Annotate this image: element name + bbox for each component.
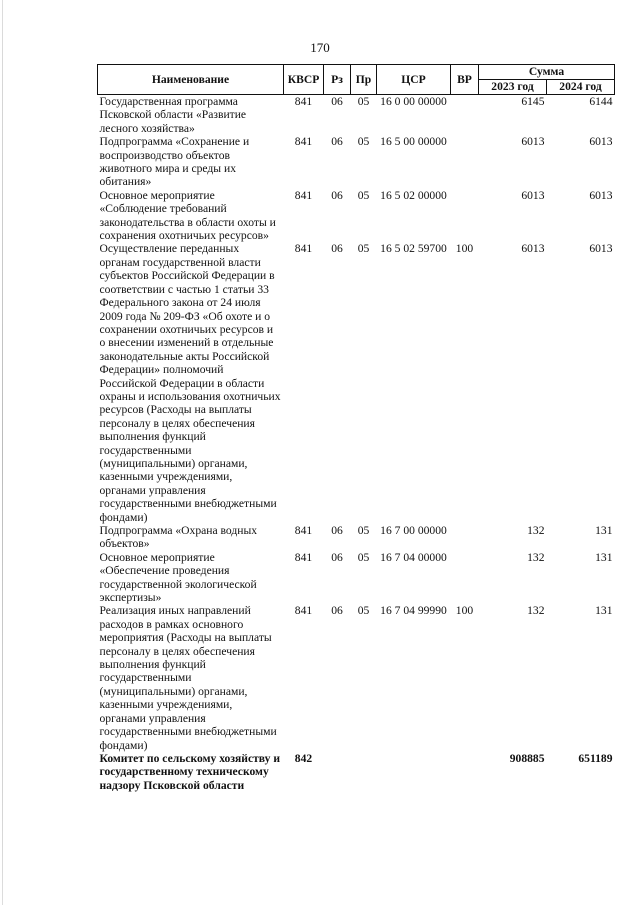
cell-kvsr: 842 [294, 751, 313, 765]
cell-pr: 05 [357, 604, 370, 618]
cell-name: Основное мероприятие «Обеспечение проведения государственной экологической экспертизы» [99, 550, 257, 605]
cell-sum-2023: 132 [527, 550, 545, 564]
cell-vr [451, 189, 479, 243]
cell-vr [451, 551, 479, 605]
header-pr: Пр [351, 65, 377, 95]
cell-rz: 06 [331, 242, 343, 256]
table-row [98, 524, 615, 551]
header-year-2024: 2024 год [547, 80, 615, 95]
cell-name: Подпрограмма «Сохранение и воспроизводство объектов животного мира и среды их обитания» [99, 135, 250, 189]
cell-kvsr: 841 [294, 135, 313, 149]
header-year-2023: 2023 год [479, 80, 547, 95]
cell-pr: 05 [357, 550, 370, 564]
budget-table [97, 64, 615, 792]
cell-sum-2023: 132 [527, 524, 545, 537]
header-vr: ВР [451, 65, 479, 95]
header-sum: Сумма [479, 65, 615, 80]
cell-pr: 05 [357, 188, 370, 202]
cell-sum-2023: 6145 [521, 95, 545, 108]
cell-sum-2023: 908885 [509, 751, 545, 765]
cell-sum-2023: 6013 [521, 188, 545, 202]
cell-rz: 06 [331, 135, 343, 149]
cell-name: Подпрограмма «Охрана водных объектов» [99, 524, 258, 551]
page-number: 170 [310, 40, 330, 55]
cell-name: Осуществление переданных органам государственной власти субъектов Российской Федерации в соответствии с частью 1 статьи 33 Федерального закона от 24 июля 2009 года № 209-ФЗ «Об охоте и о сохранении охотничьих ресурсов и о внесении изменений в отдельные законодательные акты Российской Федерации» полномочий Российской Федерации в области охраны и использования охотничьих ресурсов (Расходы на выплаты персоналу в целях обеспечения выполнения функций государственными (муниципальными) органами, казенными учреждениями, органами управления государственными внебюджетными фондами) [99, 242, 281, 524]
header-name: Наименование [98, 65, 284, 95]
cell-sum-2024: 6013 [589, 135, 613, 149]
cell-vr [451, 752, 479, 792]
cell-pr: 05 [357, 524, 370, 537]
cell-sum-2024: 6144 [589, 95, 613, 108]
cell-pr [351, 752, 377, 792]
cell-name: Реализация иных направлений расходов в рамках основного мероприятия (Расходы на выплаты персоналу в целях обеспечения выполнения функций государственными (муниципальными) органами, казенными учреждениями, органами управления государственными внебюджетными фондами) [99, 604, 277, 752]
cell-sum-2023: 6013 [521, 135, 545, 149]
cell-vr: 100 [455, 604, 474, 618]
cell-name: Государственная программа Псковской области «Развитие лесного хозяйства» [99, 95, 247, 135]
cell-kvsr: 841 [294, 524, 313, 537]
cell-pr: 05 [357, 95, 370, 108]
cell-kvsr: 841 [294, 550, 313, 564]
cell-vr [451, 95, 479, 136]
cell-name: Основное мероприятие «Соблюдение требований законодательства в области охоты и сохранения охотничьих ресурсов» [99, 188, 276, 243]
cell-rz [324, 752, 351, 792]
table-row [98, 95, 615, 136]
cell-vr: 100 [455, 242, 474, 256]
cell-kvsr: 841 [294, 242, 313, 256]
cell-csr: 16 7 04 99990 [380, 604, 447, 618]
header-kvsr: КВСР [284, 65, 324, 95]
cell-rz: 06 [331, 188, 343, 202]
cell-kvsr: 841 [294, 95, 313, 108]
table-row [98, 242, 615, 524]
cell-rz: 06 [331, 604, 343, 618]
cell-csr [377, 752, 451, 792]
cell-sum-2023: 6013 [521, 242, 545, 256]
cell-sum-2024: 6013 [589, 188, 613, 202]
cell-csr: 16 5 02 00000 [380, 188, 447, 202]
cell-name: Комитет по сельскому хозяйству и государственному техническому надзору Псковской области [99, 751, 281, 792]
table-row [98, 189, 615, 243]
cell-sum-2024: 131 [595, 550, 613, 564]
scan-edge [2, 0, 3, 905]
cell-csr: 16 7 04 00000 [380, 550, 447, 564]
table-body [98, 95, 615, 793]
cell-vr [451, 524, 479, 551]
cell-kvsr: 841 [294, 604, 313, 618]
cell-csr: 16 5 02 59700 [380, 242, 447, 256]
cell-sum-2024: 651189 [578, 751, 613, 765]
cell-rz: 06 [331, 95, 343, 108]
table-row [98, 604, 615, 751]
cell-csr: 16 5 00 00000 [380, 135, 447, 149]
cell-sum-2024: 131 [595, 524, 613, 537]
table-row [98, 135, 615, 189]
cell-csr: 16 0 00 00000 [380, 95, 447, 108]
cell-kvsr: 841 [294, 188, 313, 202]
cell-pr: 05 [357, 135, 370, 149]
table-row [98, 752, 615, 792]
header-csr: ЦСР [377, 65, 451, 95]
cell-sum-2023: 132 [527, 604, 545, 618]
cell-vr [451, 135, 479, 189]
cell-sum-2024: 6013 [589, 242, 613, 256]
cell-rz: 06 [331, 550, 343, 564]
cell-rz: 06 [331, 524, 343, 537]
cell-sum-2024: 131 [595, 604, 613, 618]
table-row [98, 551, 615, 605]
header-rz: Рз [324, 65, 351, 95]
cell-csr: 16 7 00 00000 [380, 524, 447, 537]
cell-pr: 05 [357, 242, 370, 256]
